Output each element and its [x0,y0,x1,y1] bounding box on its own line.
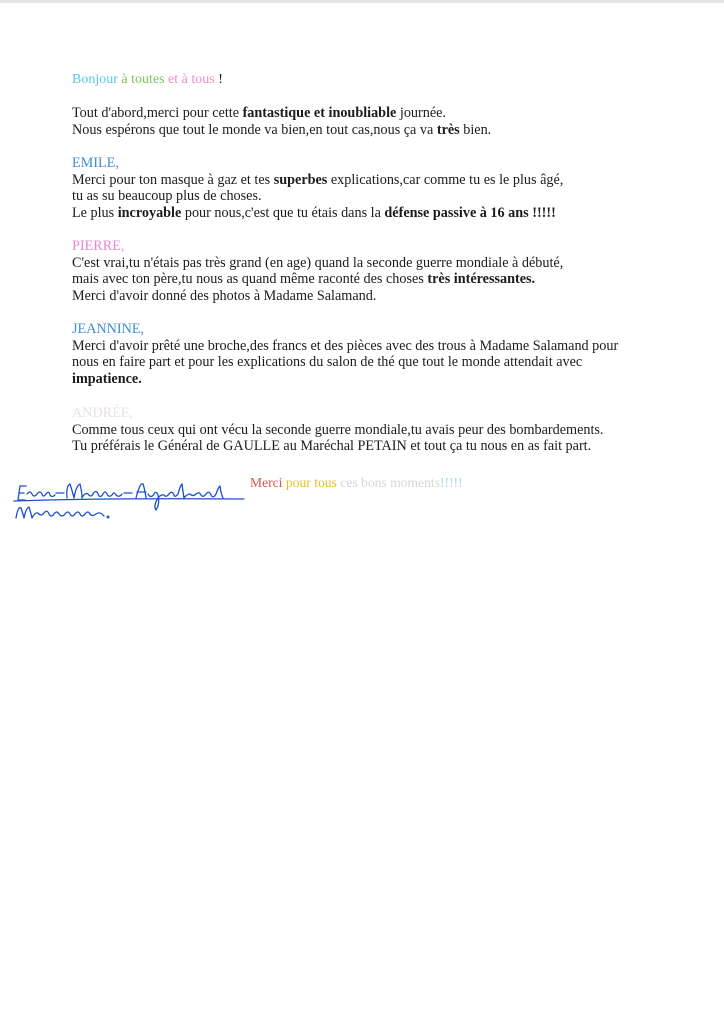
sig-stroke [18,486,26,500]
emile-text: pour nous,c'est que tu étais dans la [181,204,385,221]
emile-text: Le plus [72,204,118,221]
closing-exclamations: !!!!! [439,475,463,490]
pierre-line-1: C'est vrai,tu n'étais pas très grand (en age) quand la seconde guerre mondiale à débuté, [72,254,564,271]
emile-line-2: tu as su beaucoup plus de choses. [72,188,262,205]
sig-underline [14,499,244,501]
sig-dot [107,516,109,518]
scan-top-edge [0,0,724,3]
intro-text: Nous espérons que tout le monde va bien,en tout cas,nous ça va [72,121,437,138]
jeannine-line-2: nous en faire part et pour les explications du salon de thé que tout le monde attendait avec [72,354,583,371]
sig-stroke [136,484,146,498]
pierre-name: PIERRE, [72,238,125,254]
intro-bold: inoubliable [328,105,397,121]
intro-paragraph [72,105,672,138]
jeannine-name: JEANNINE, [72,321,145,337]
closing-merci: Merci [250,475,283,490]
intro-text: journée. [396,105,446,121]
andree-line-2: Tu préférais le Général de GAULLE au Maréchal PETAIN et tout ça tu nous en as fait part. [72,438,592,455]
pierre-line-2 [72,271,672,288]
pierre-bold: très intéressantes. [427,271,536,288]
emile-section [72,155,672,221]
sig-stroke [16,507,104,518]
sig-stroke [148,484,223,510]
closing-line [250,475,463,491]
emile-bold: superbes [273,171,328,188]
closing-pour-tous: pour tous [285,475,337,490]
intro-text: Tout d'abord,merci pour cette [72,105,243,121]
intro-bold: fantastique [242,105,311,121]
emile-text: Merci pour ton masque à gaz et tes [72,171,274,188]
intro-line-1 [72,105,672,122]
pierre-section [72,238,672,304]
andree-line-1: Comme tous ceux qui ont vécu la seconde guerre mondiale,tu avais peur des bombardements. [72,421,604,438]
greeting-a-toutes: à toutes [121,72,165,87]
emile-line-3 [72,205,672,222]
emile-text: explications,car comme tu es le plus âgé, [327,171,564,188]
intro-bold: et [310,105,329,121]
pierre-line-3: Merci d'avoir donné des photos à Madame Salamand. [72,287,377,304]
sig-stroke [27,492,55,497]
closing-bons-moments: ces bons moments [340,475,440,490]
emile-bold: défense passive à 16 ans !!!!! [384,204,556,221]
greeting-exclamation: ! [218,72,223,87]
intro-text: bien. [459,121,492,138]
jeannine-line-1: Merci d'avoir prêté une broche,des francs et des pièces avec des trous à Madame Salamand pour [72,337,619,354]
signature-drawing [12,476,247,524]
greeting-bonjour: Bonjour [72,72,118,87]
emile-bold: incroyable [117,204,182,221]
greeting-et-a-tous: et à tous [168,72,215,87]
andree-name: ANDRÉE, [72,405,134,421]
pierre-text: mais avec ton père,tu nous as quand même raconté des choses [72,271,428,288]
emile-name: EMILE, [72,155,119,171]
handwritten-signature [12,476,247,529]
intro-bold: très [436,121,460,138]
intro-line-2 [72,122,672,139]
sig-stroke [67,484,122,498]
jeannine-line-3: impatience. [72,370,142,387]
emile-line-1 [72,172,672,189]
greeting [72,72,223,88]
jeannine-section [72,321,672,387]
andree-section [72,405,672,455]
